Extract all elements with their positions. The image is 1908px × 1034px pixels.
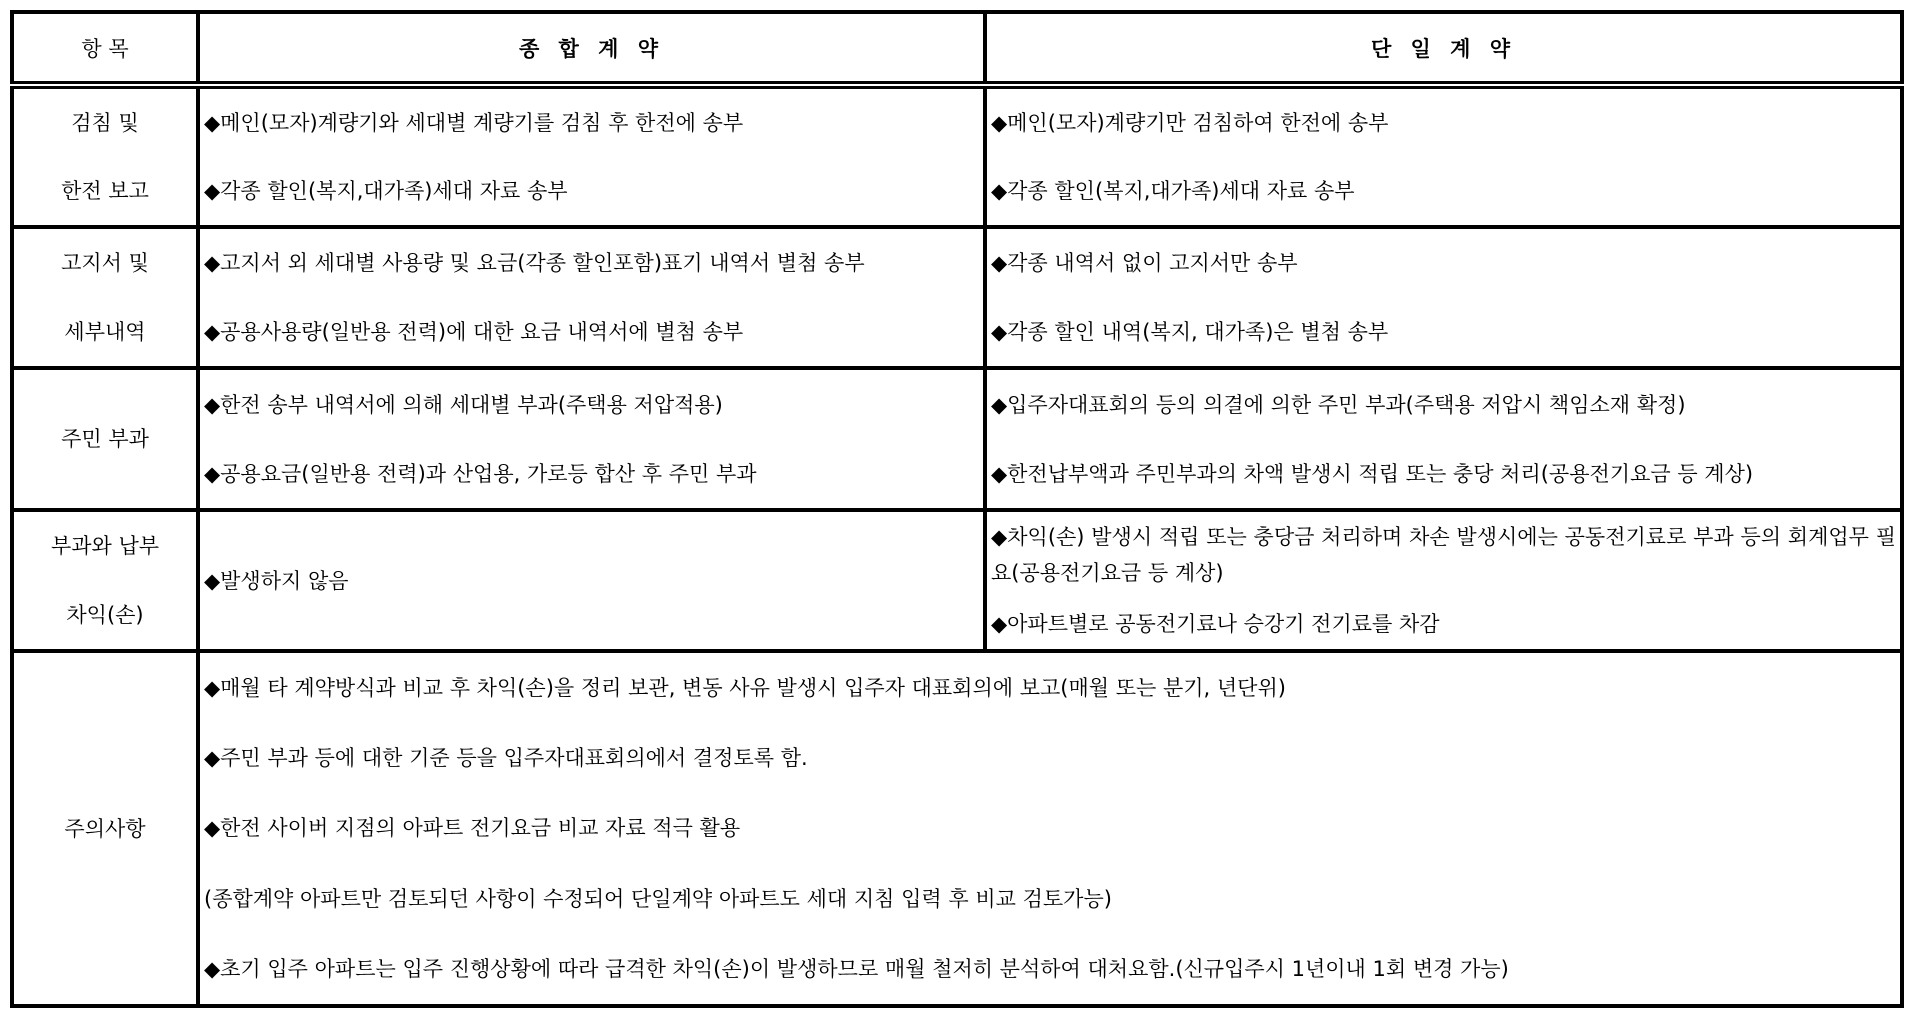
header-combined: 종 합 계 약 xyxy=(198,12,985,85)
list-item: ◆발생하지 않음 xyxy=(204,568,349,593)
label-line: 고지서 및 xyxy=(61,251,149,276)
row-label xyxy=(18,512,192,649)
list-item: ◆공용요금(일반용 전력)과 산업용, 가로등 합산 후 주민 부과 xyxy=(204,461,757,486)
combined-cell xyxy=(204,370,979,508)
notes-row xyxy=(12,651,1902,1006)
list-item: ◆메인(모자)계량기만 검침하여 한전에 송부 xyxy=(991,111,1389,135)
single-cell xyxy=(991,229,1896,366)
header-single: 단 일 계 약 xyxy=(985,12,1902,85)
table-row xyxy=(12,510,1902,651)
label-line: 세부내역 xyxy=(64,319,146,344)
table-row xyxy=(12,85,1902,227)
note-item: ◆매월 타 계약방식과 비교 후 차익(손)을 정리 보관, 변동 사유 발생시 입주자 대표회의에 보고(매월 또는 분기, 년단위) xyxy=(204,676,1286,701)
list-item: ◆아파트별로 공동전기료나 승강기 전기료를 차감 xyxy=(991,611,1440,636)
label-line: 주의사항 xyxy=(64,816,146,841)
label-line: 주민 부과 xyxy=(61,427,149,451)
note-item: ◆한전 사이버 지점의 아파트 전기요금 비교 자료 적극 활용 xyxy=(204,816,741,841)
contract-comparison-table xyxy=(10,10,1904,1008)
single-cell xyxy=(991,512,1896,649)
combined-cell xyxy=(204,512,979,649)
list-item: ◆메인(모자)계량기와 세대별 계량기를 검침 후 한전에 송부 xyxy=(204,111,744,135)
list-item: ◆입주자대표회의 등의 의결에 의한 주민 부과(주택용 저압시 책임소재 확정) xyxy=(991,392,1686,417)
note-item: ◆초기 입주 아파트는 입주 진행상황에 따라 급격한 차익(손)이 발생하므로 매월 철저히 분석하여 대처요함.(신규입주시 1년이내 1회 변경 가능) xyxy=(204,956,1509,981)
list-item: ◆각종 내역서 없이 고지서만 송부 xyxy=(991,251,1298,276)
single-cell xyxy=(991,89,1896,225)
row-label xyxy=(18,229,192,366)
combined-cell xyxy=(204,89,979,225)
label-line: 차익(손) xyxy=(66,602,144,627)
list-item: ◆한전 송부 내역서에 의해 세대별 부과(주택용 저압적용) xyxy=(204,392,723,417)
row-label xyxy=(18,370,192,508)
table-row xyxy=(12,227,1902,368)
combined-cell xyxy=(204,229,979,366)
label-line: 한전 보고 xyxy=(61,179,149,203)
list-item: ◆각종 할인(복지,대가족)세대 자료 송부 xyxy=(991,179,1355,203)
list-item: ◆차익(손) 발생시 적립 또는 충당금 처리하며 차손 발생시에는 공동전기료로 부과 등의 회계업무 필요(공용전기요금 등 계상) xyxy=(991,525,1896,586)
row-label xyxy=(18,653,192,1004)
list-item: ◆각종 할인(복지,대가족)세대 자료 송부 xyxy=(204,179,568,203)
note-item: (종합계약 아파트만 검토되던 사항이 수정되어 단일계약 아파트도 세대 지침 입력 후 비교 검토가능) xyxy=(204,886,1112,911)
label-line: 부과와 납부 xyxy=(50,534,160,559)
header-item: 항 목 xyxy=(12,12,198,85)
table-row xyxy=(12,368,1902,510)
list-item: ◆공용사용량(일반용 전력)에 대한 요금 내역서에 별첨 송부 xyxy=(204,319,744,344)
list-item: ◆한전납부액과 주민부과의 차액 발생시 적립 또는 충당 처리(공용전기요금 등 계상) xyxy=(991,461,1754,486)
label-line: 검침 및 xyxy=(71,111,139,135)
header-row xyxy=(12,12,1902,85)
note-item: ◆주민 부과 등에 대한 기준 등을 입주자대표회의에서 결정토록 함. xyxy=(204,746,808,771)
single-cell xyxy=(991,370,1896,508)
row-label xyxy=(18,89,192,225)
list-item: ◆고지서 외 세대별 사용량 및 요금(각종 할인포함)표기 내역서 별첨 송부 xyxy=(204,251,865,276)
list-item: ◆각종 할인 내역(복지, 대가족)은 별첨 송부 xyxy=(991,319,1389,344)
notes-cell xyxy=(204,653,1896,1004)
